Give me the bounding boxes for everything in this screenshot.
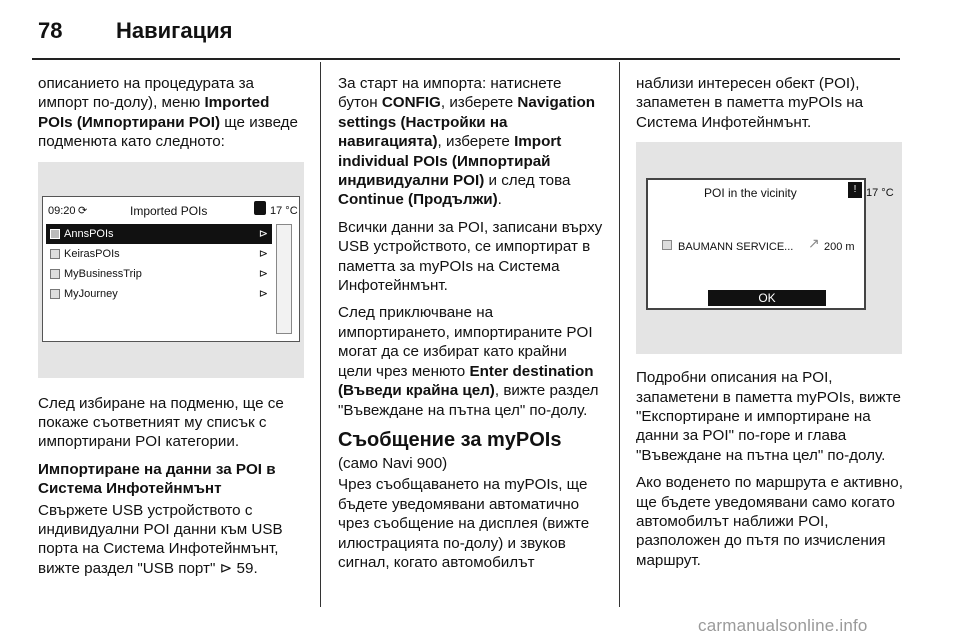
poi-list [46, 224, 272, 304]
paragraph: наблизи интересен обект (POI), запаметен в паметта myPOIs на Система Инфотейнмънт. [636, 75, 864, 131]
paragraph: Подробни описания на POI, запаметени в паметта myPOIs, вижте "Експортиране и импортиране на данни за POI" по-горе и глава "Въвеждане на пътна цел" по-долу. [636, 369, 901, 464]
column-divider-2 [619, 62, 620, 607]
poi-name: BAUMANN SERVICE... [678, 241, 794, 254]
imported-pois-screenshot [38, 162, 304, 378]
menu-reference: Imported POIs (Импортирани POI) [38, 94, 270, 131]
paragraph: описанието на процедурата за импорт по-долу), меню Imported POIs (Импортирани POI) ще изведе подменюта като следното: [38, 75, 298, 151]
list-item[interactable]: KeirasPOIs ⊳ [46, 244, 272, 264]
section-title: Навигация [116, 18, 233, 43]
menu-reference: Navigation settings (Настройки на навигацията) [338, 94, 596, 151]
scrollbar[interactable] [276, 224, 292, 334]
chevron-right-icon: ⊳ [258, 227, 268, 240]
popup-title: POI in the vicinity [704, 186, 797, 201]
poi-icon [662, 240, 672, 250]
paragraph: След избиране на подменю, ще се покаже съответният му списък с импортирани POI категории. [38, 394, 284, 451]
list-item[interactable]: AnnsPOIs ⊳ [46, 224, 272, 244]
watermark: carmanualsonline.info [698, 616, 868, 635]
column-1 [38, 74, 304, 586]
ok-button[interactable]: OK [708, 290, 826, 306]
list-item[interactable]: MyBusinessTrip ⊳ [46, 264, 272, 284]
paragraph: За старт на импорта: натиснете бутон CONFIG, изберете Navigation settings (Настройки на навигацията), изберете Import individual POIs (Импортирай индивидуални POI) и след това Continue (Продължи). [338, 75, 596, 209]
poi-vicinity-screenshot [636, 142, 902, 354]
menu-reference: Import individual POIs (Импортирай индивидуални POI) [338, 133, 562, 190]
column-divider-1 [320, 62, 321, 607]
direction-arrow-icon: ↗ [808, 235, 820, 252]
page-header [0, 0, 960, 60]
paragraph: Ако воденето по маршрута е активно, ще бъдете уведомявани само когато автомобилът наближи POI, разположен до пътя по изчисления маршрут. [636, 474, 903, 569]
column-3 [636, 74, 904, 578]
subheading: Импортиране на данни за POI в Система Инфотейнмънт [38, 460, 276, 498]
chevron-right-icon: ⊳ [258, 287, 268, 300]
list-item[interactable]: MyJourney ⊳ [46, 284, 272, 304]
paragraph: Всички данни за POI, записани върху USB устройството, се импортират в паметта за myPOIs на Система Инфотейнмънт. [338, 218, 603, 295]
menu-reference: Continue (Продължи) [338, 191, 498, 209]
chevron-right-icon: ⊳ [258, 247, 268, 260]
folder-icon [50, 289, 60, 299]
screen-title: Imported POIs [130, 203, 208, 218]
menu-reference: Enter destination (Въведи крайна цел) [338, 362, 594, 400]
warning-icon: ! [848, 182, 862, 198]
button-reference: CONFIG [381, 94, 441, 112]
display-topbar [44, 198, 298, 220]
folder-icon [50, 229, 60, 239]
folder-icon [50, 249, 60, 259]
folder-icon [50, 269, 60, 279]
temperature: 17 °C [270, 204, 298, 217]
paragraph: Чрез съобщаването на myPOIs, ще бъдете уведомявани автоматично чрез съобщение на дисплея (вижте илюстрацията по-долу) и звуков сигнал, когато автомобилът [338, 476, 590, 571]
section-heading: Съобщение за myPOIs [338, 428, 562, 451]
clock-icon: ⟳ [78, 204, 88, 217]
page-number: 78 [38, 18, 63, 43]
phone-icon [254, 201, 266, 215]
paragraph: След приключване на импортирането, импортираните POI могат да се избират като крайни цели чрез менюто Enter destination (Въведи крайна цел), вижте раздел "Въвеждане на пътна цел" по-долу. [338, 304, 599, 419]
heading-note: (само Navi 900) [338, 454, 448, 472]
header-divider [32, 58, 900, 60]
column-2 [338, 74, 604, 580]
temperature: 17 °C [866, 187, 894, 200]
time-display: 09:20 [48, 204, 76, 217]
paragraph: Свържете USB устройството с индивидуални POI данни към USB порта на Система Инфотейнмънт, вижте раздел "USB порт" ⊳ 59. [38, 501, 283, 577]
page-reference: ⊳ 59. [219, 559, 258, 577]
chevron-right-icon: ⊳ [258, 267, 268, 280]
poi-distance: 200 m [824, 241, 855, 254]
